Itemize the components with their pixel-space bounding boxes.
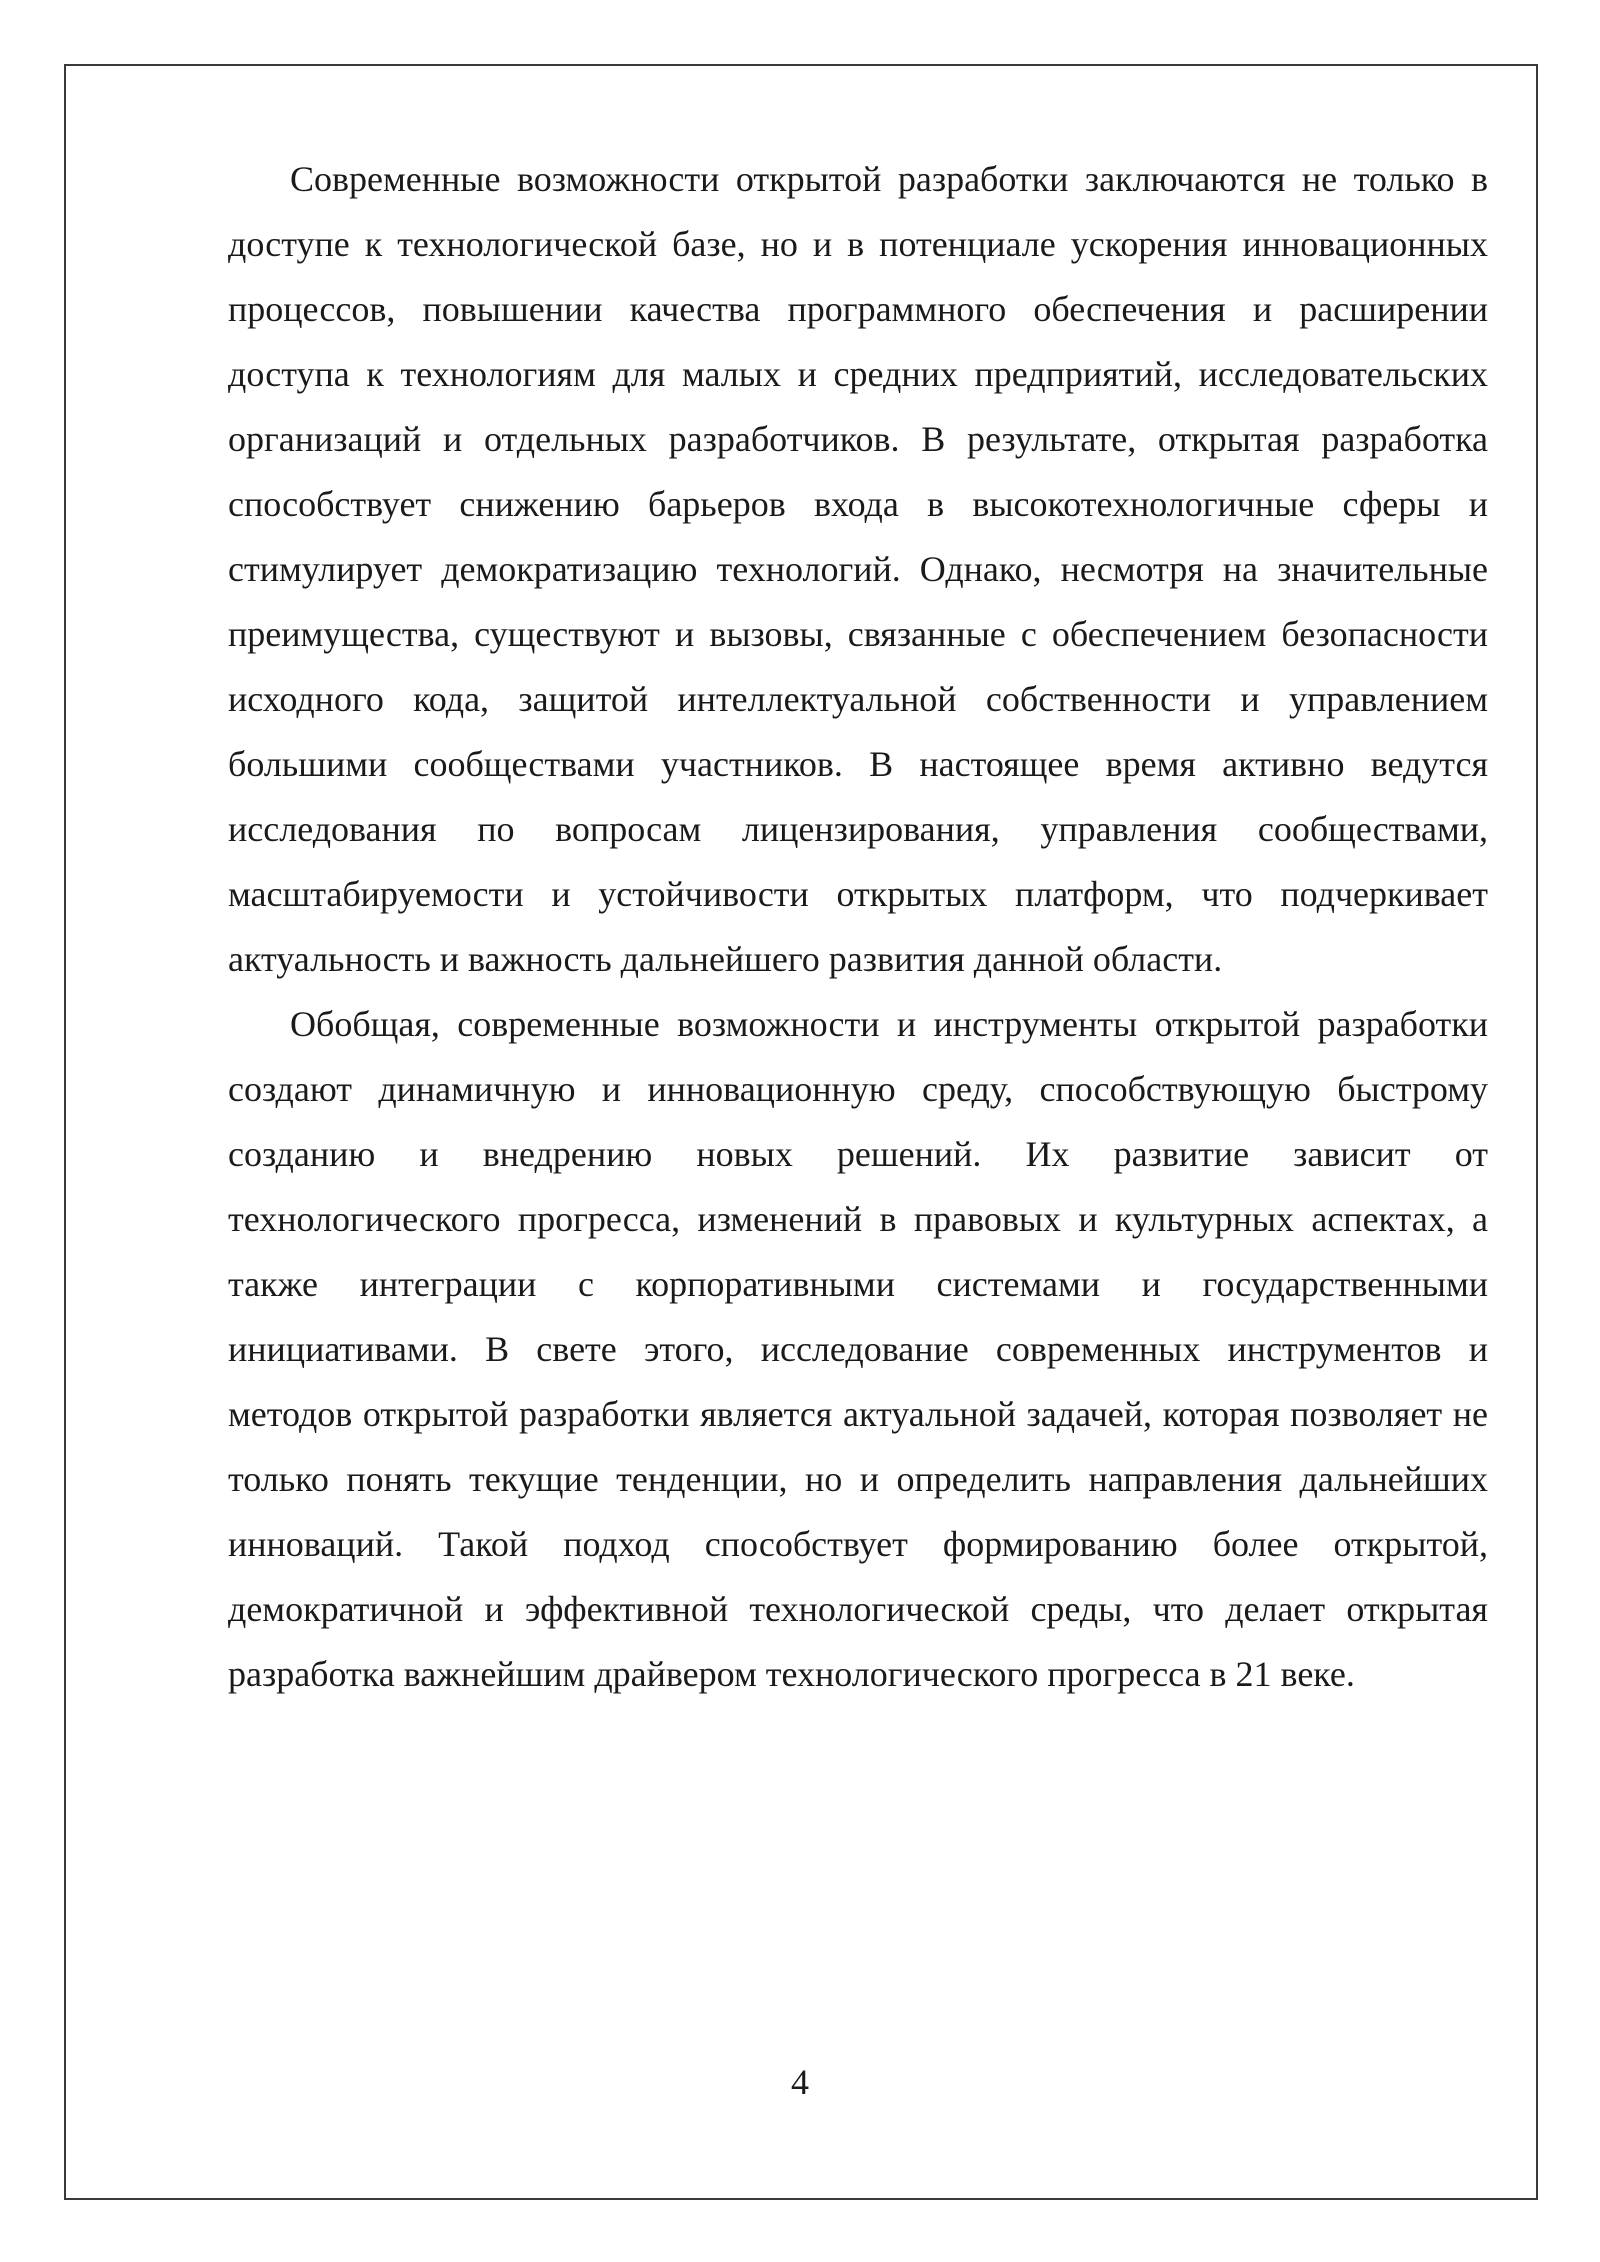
page-number: 4 xyxy=(791,2062,809,2102)
paragraph-2: Обобщая, современные возможности и инструменты открытой разработки создают динамичную и инновационную среду, способствующую быстрому созданию и внедрению новых решений. Их развитие зависит от технологического прогресса, изменений в правовых и культурных аспектах, а также интеграции с корпоративными системами и государственными инициативами. В свете этого, исследование современных инструментов и методов открытой разработки является актуальной задачей, которая позволяет не только понять текущие тенденции, но и определить направления дальнейших инноваций. Такой подход способствует формированию более открытой, демократичной и эффективной технологической среды, что делает открытая разработка важнейшим драйвером технологического прогресса в 21 веке. xyxy=(228,1004,1488,1694)
document-body xyxy=(228,147,1488,1707)
paragraph-1: Современные возможности открытой разработки заключаются не только в доступе к технологической базе, но и в потенциале ускорения инновационных процессов, повышении качества программного обеспечения и расширении доступа к технологиям для малых и средних предприятий, исследовательских организаций и отдельных разработчиков. В результате, открытая разработка способствует снижению барьеров входа в высокотехнологичные сферы и стимулирует демократизацию технологий. Однако, несмотря на значительные преимущества, существуют и вызовы, связанные с обеспечением безопасности исходного кода, защитой интеллектуальной собственности и управлением большими сообществами участников. В настоящее время активно ведутся исследования по вопросам лицензирования, управления сообществами, масштабируемости и устойчивости открытых платформ, что подчеркивает актуальность и важность дальнейшего развития данной области. xyxy=(228,159,1488,979)
